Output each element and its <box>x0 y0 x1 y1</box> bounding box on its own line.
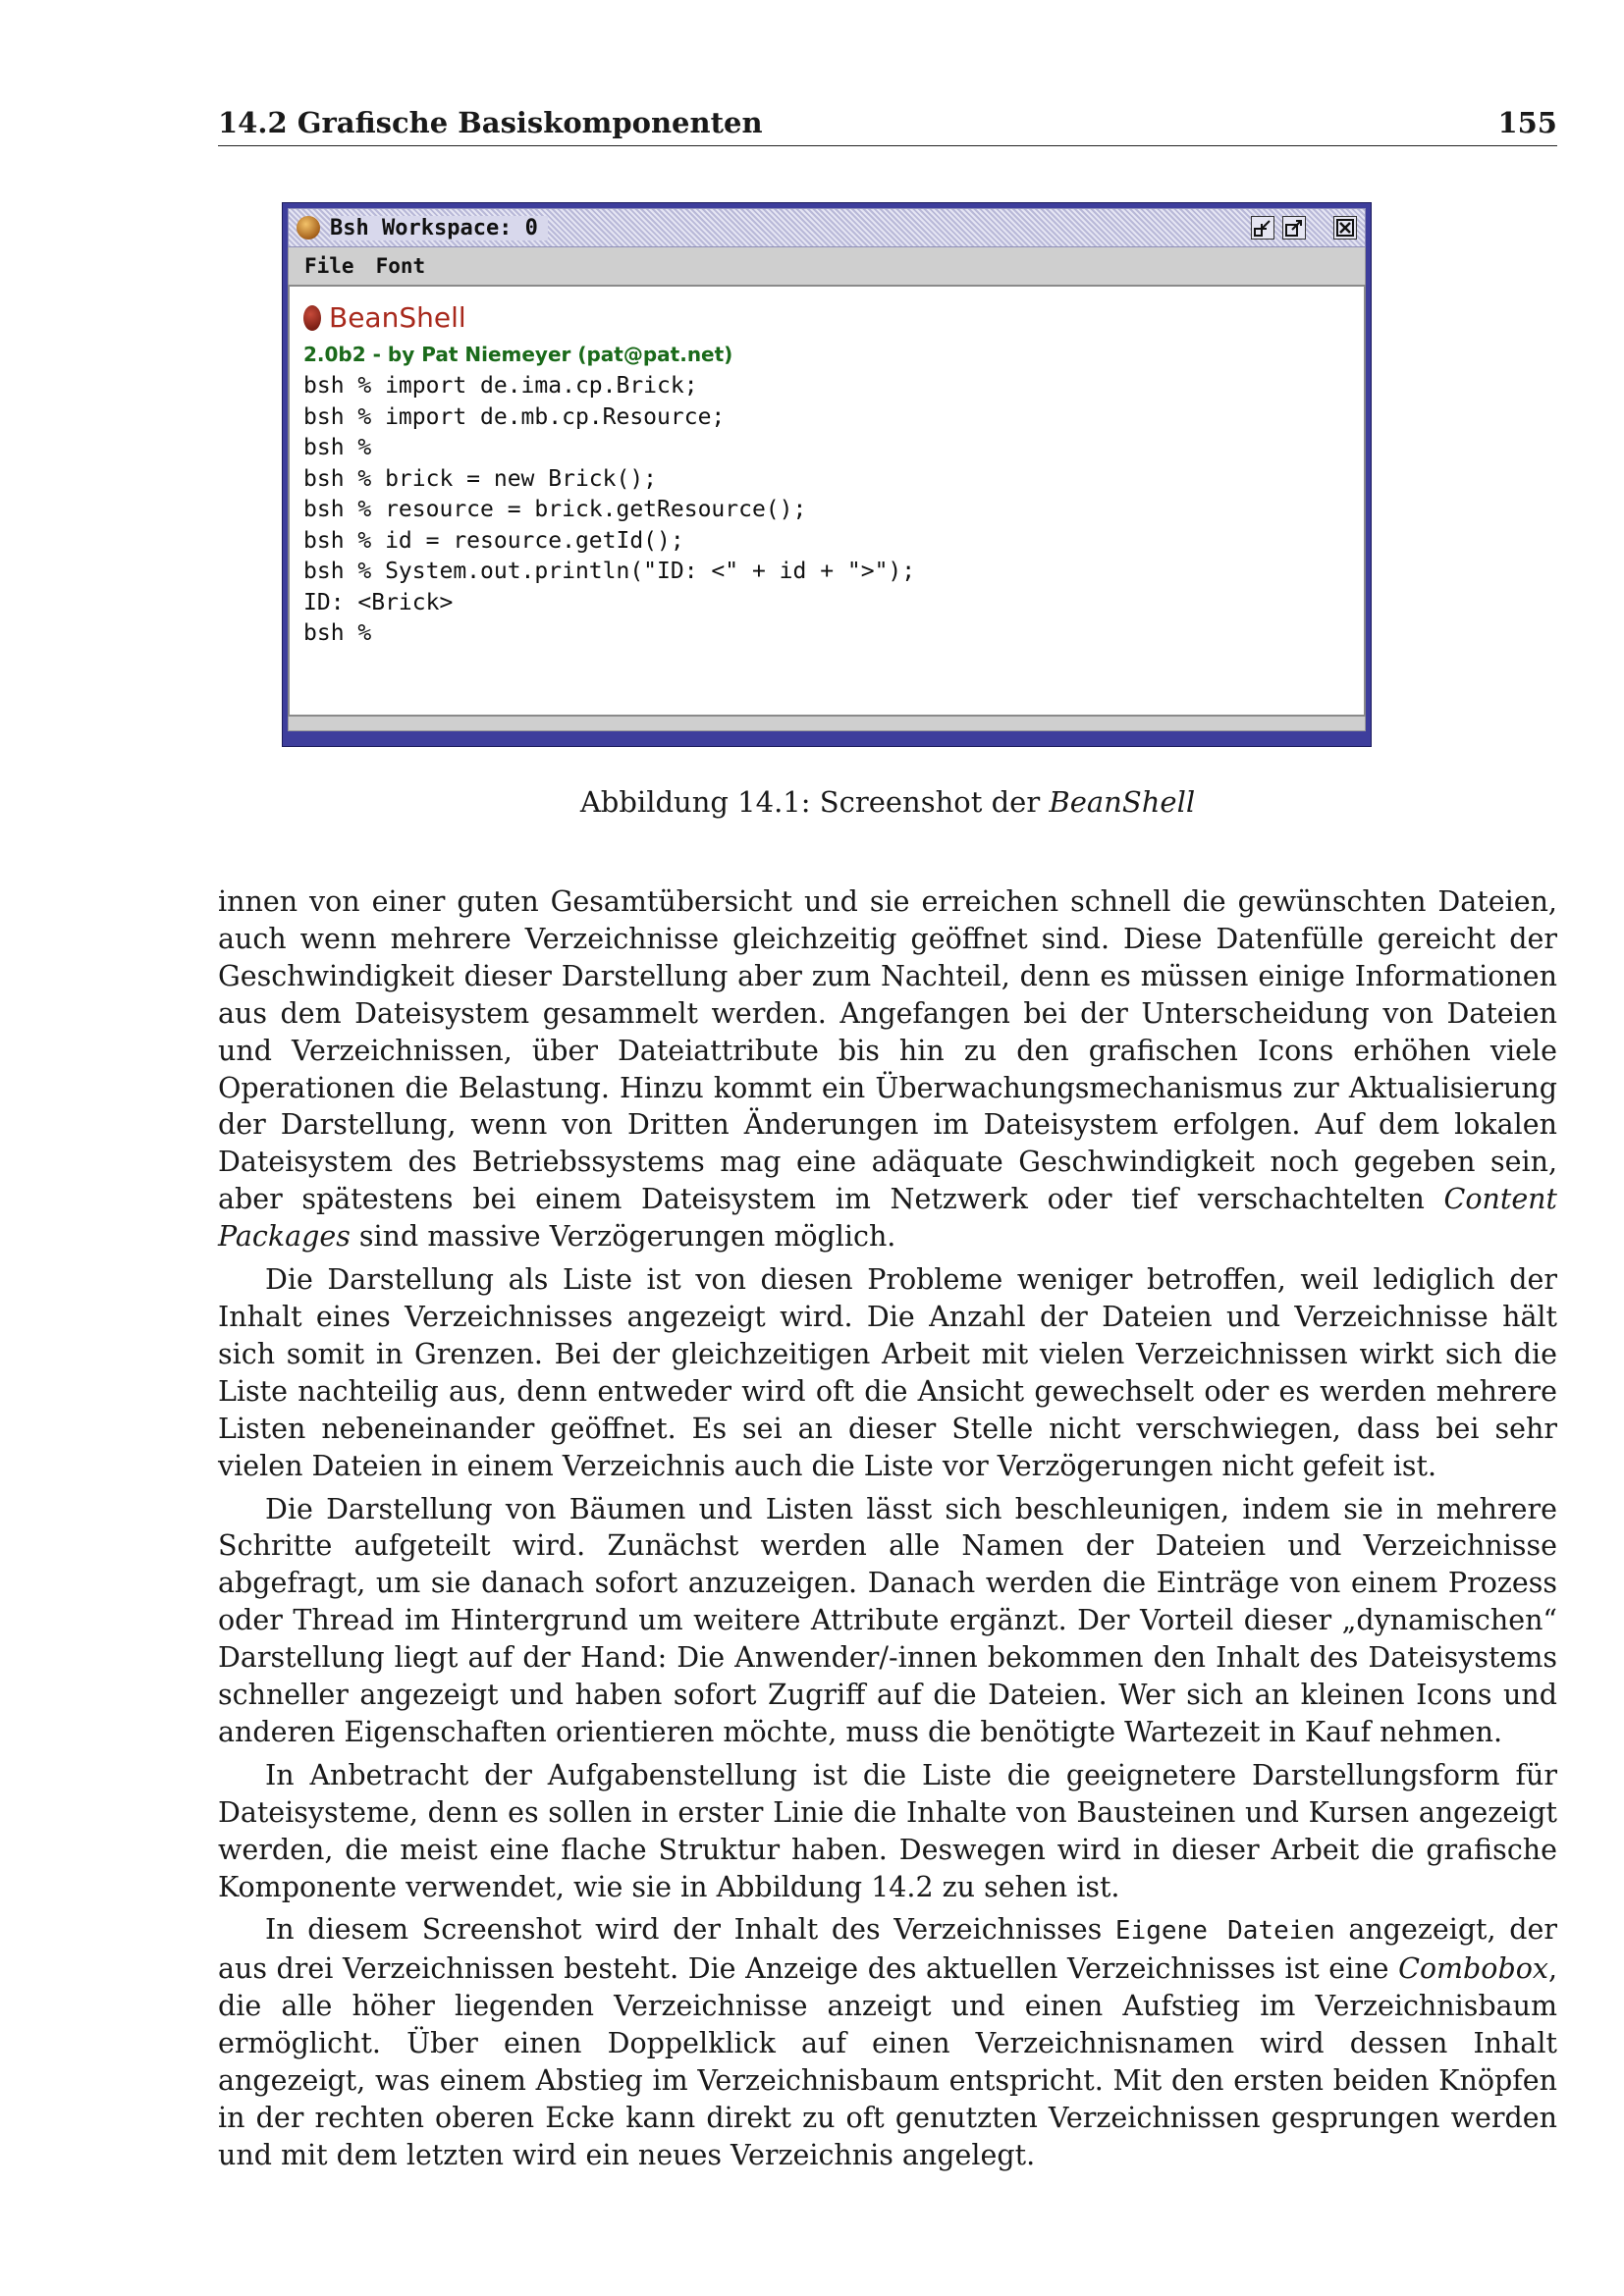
window-title: Bsh Workspace: 0 <box>330 216 548 240</box>
section-title: 14.2 Grafische Basiskomponenten <box>218 106 763 139</box>
version-line: 2.0b2 - by Pat Niemeyer (pat@pat.net) <box>303 343 733 366</box>
beanshell-logo <box>303 298 1350 338</box>
console-line: bsh % id = resource.getId(); <box>303 527 684 554</box>
window-menubar <box>288 247 1366 285</box>
console-line: bsh % resource = brick.getResource(); <box>303 497 807 522</box>
console-line: bsh % import de.ima.cp.Brick; <box>303 373 698 399</box>
menu-file: File <box>304 254 354 278</box>
console-area <box>288 285 1366 717</box>
close-icon <box>1333 216 1357 240</box>
bean-icon <box>297 216 320 240</box>
console-line: bsh % <box>303 620 372 646</box>
caption-emph: BeanShell <box>1049 785 1196 819</box>
body-text <box>218 883 1557 2180</box>
console-line: bsh % <box>303 435 372 460</box>
paragraph-5-emph: Combobox <box>1398 1952 1548 1986</box>
window-bottom-border <box>288 717 1366 731</box>
paragraph-5-part-c: , die alle höher liegenden Verzeichnisse anzeigt und einen Aufstieg im Verzeichnisbaum ermöglicht. Über einen Doppelklick auf einen Verzeichnisnamen wird dessen Inhalt angezeigt, was einem Abstieg im Verzeichnisbaum entspricht. Mit den ersten beiden Knöpfen in der rechten oberen Ecke kann direkt zu oft genutzten Verzeichnissen gesprungen werden und mit dem letzten wird ein neues Verzeichnis angelegt. <box>218 1952 1557 2171</box>
paragraph-3: Die Darstellung von Bäumen und Listen lässt sich beschleunigen, indem sie in mehrere Schritte aufgeteilt wird. Zunächst werden alle Namen der Dateien und Verzeichnisse abgefragt, um sie danach sofort anzuzeigen. Danach werden die Einträge von einem Prozess oder Thread im Hintergrund um weitere Attribute ergänzt. Der Vorteil dieser „dynamischen“ Darstellung liegt auf der Hand: Die Anwender/-innen bekommen den Inhalt des Dateisystems schneller angezeigt und haben sofort Zugriff auf die Dateien. Wer sich an kleinen Icons und anderen Eigenschaften orientieren möchte, muss die benötigte Wartezeit in Kauf nehmen. <box>218 1492 1557 1748</box>
console-line: ID: <Brick> <box>303 589 454 615</box>
console-line: bsh % brick = new Brick(); <box>303 465 658 492</box>
maximize-icon <box>1282 216 1306 240</box>
console-line: bsh % import de.mb.cp.Resource; <box>303 403 726 430</box>
page-number: 155 <box>1497 106 1557 139</box>
minimize-icon <box>1251 216 1274 240</box>
bean-logo-icon <box>303 305 321 331</box>
paragraph-5 <box>218 1911 1557 2173</box>
logo-text: BeanShell <box>329 301 466 335</box>
beanshell-window-screenshot <box>282 202 1372 747</box>
paragraph-1-part-b: sind massive Verzögerungen möglich. <box>350 1220 896 1254</box>
console-line: bsh % System.out.println("ID: <" + id + ">"); <box>303 559 916 584</box>
paragraph-4: In Anbetracht der Aufgabenstellung ist die Liste die geeignetere Darstellungsform für Dateisysteme, denn es sollen in erster Linie die Inhalte von Bausteinen und Kursen angezeigt werden, die meist eine flache Struktur haben. Deswegen wird in dieser Arbeit die grafische Komponente verwendet, wie sie in Abbildung 14.2 zu sehen ist. <box>218 1758 1557 1903</box>
paragraph-5-code: Eigene Dateien <box>1114 1916 1335 1947</box>
paragraph-1-emph: Content Packages <box>218 1183 1557 1254</box>
caption-prefix: Abbildung 14.1: Screenshot der <box>579 785 1050 819</box>
figure-caption <box>218 785 1557 819</box>
menu-font: Font <box>375 254 426 278</box>
paragraph-1-part-a: innen von einer guten Gesamtübersicht und sie erreichen schnell die gewünschten Dateien, auch wenn mehrere Verzeichnisse gleichzeitig geöffnet sind. Diese Datenfülle gereicht der Geschwindigkeit dieser Darstellung aber zum Nachteil, denn es müssen einige Informationen aus dem Dateisystem gesammelt werden. Angefangen bei der Unterscheidung von Dateien und Verzeichnissen, über Dateiattribute bis hin zu den grafischen Icons erhöhen viele Operationen die Belastung. Hinzu kommt ein Überwachungsmechanismus zur Aktualisierung der Darstellung, wenn von Dritten Änderungen im Dateisystem erfolgen. Auf dem lokalen Dateisystem des Betriebssystems mag eine adäquate Geschwindigkeit noch gegeben sein, aber spätestens bei einem Dateisystem im Netzwerk oder tief verschachtelten <box>218 885 1557 1216</box>
running-head <box>218 106 1557 146</box>
paragraph-5-part-b: angezeigt, der aus drei Verzeichnissen besteht. Die Anzeige des aktuellen Verzeichnisses ist eine <box>218 1913 1557 1986</box>
window-titlebar <box>288 208 1366 247</box>
paragraph-2: Die Darstellung als Liste ist von diesen Probleme weniger betroffen, weil lediglich der Inhalt eines Verzeichnisses angezeigt wird. Die Anzahl der Dateien und Verzeichnisse hält sich somit in Grenzen. Bei der gleichzeitigen Arbeit mit vielen Verzeichnissen wirkt sich die Liste nachteilig aus, denn entweder wird oft die Ansicht gewechselt oder es werden mehrere Listen nebeneinander geöffnet. Es sei an dieser Stelle nicht verschwiegen, dass bei sehr vielen Dateien in einem Verzeichnis auch die Liste vor Verzögerungen nicht gefeit ist. <box>218 1263 1557 1482</box>
paragraph-1 <box>218 883 1557 1255</box>
paragraph-5-part-a: In diesem Screenshot wird der Inhalt des Verzeichnisses <box>265 1913 1115 1947</box>
